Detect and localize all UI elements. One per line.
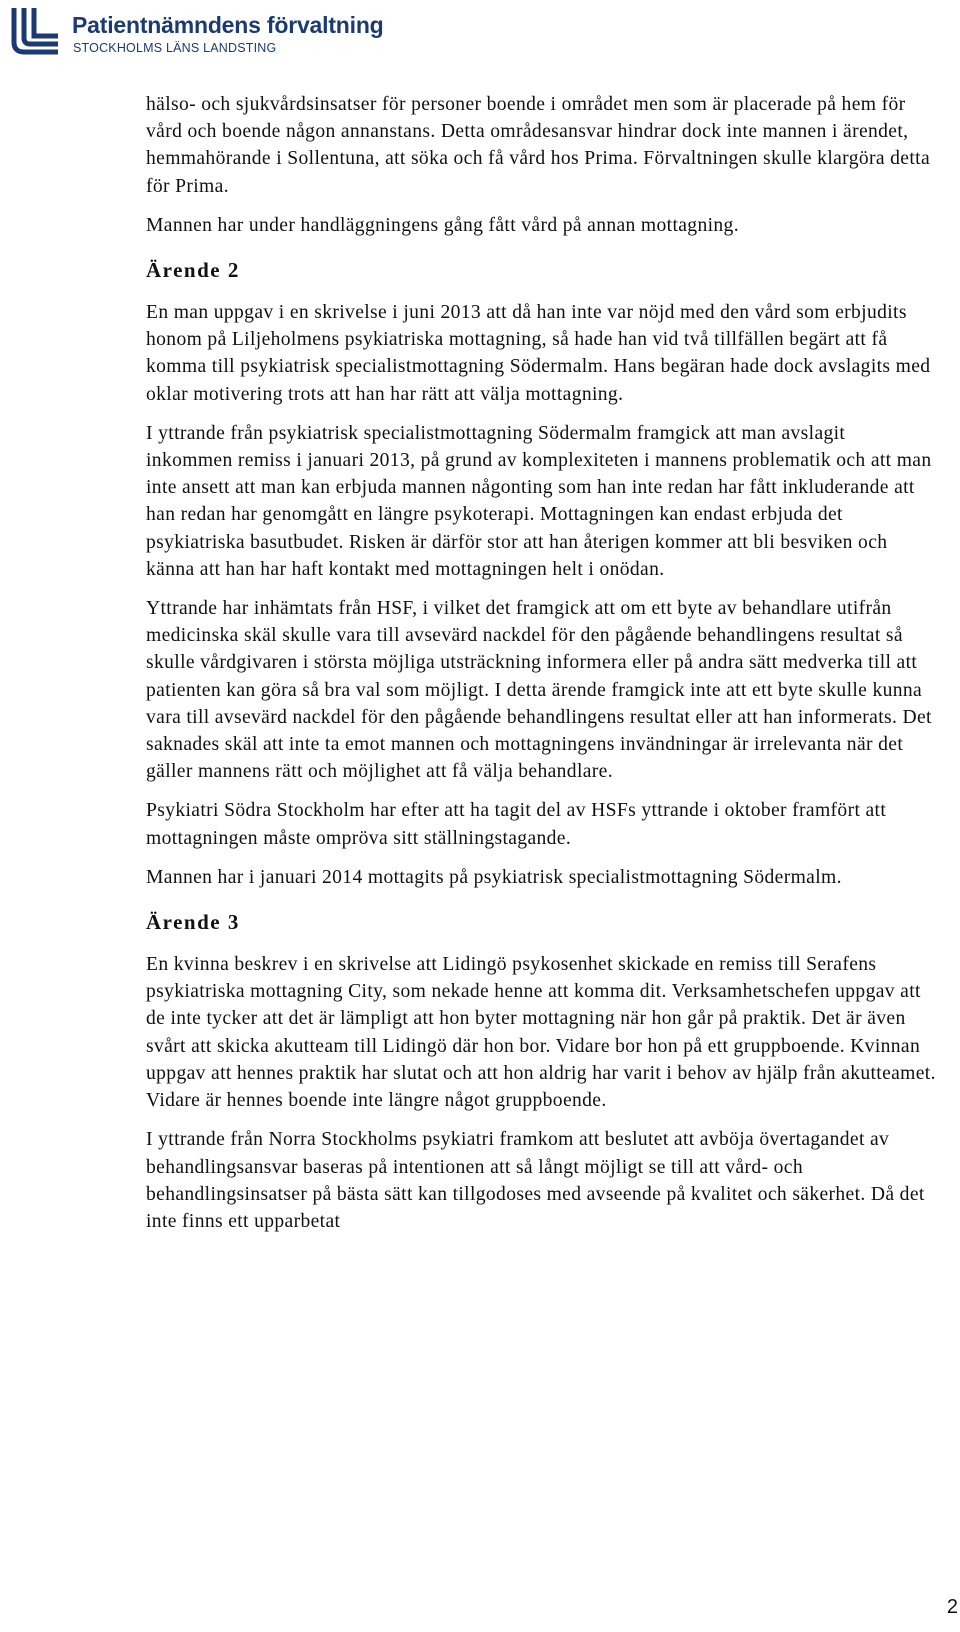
paragraph: I yttrande från Norra Stockholms psykiatri framkom att beslutet att avböja övertagandet av behandlingsansvar baseras på intentionen att så långt möjligt se till att vård- och behandlingsinsatser på bästa sätt kan tillgodoses med avseende på kvalitet och säkerhet. Då det inte finns ett upparbetat bbox=[146, 1129, 925, 1232]
paragraph: Yttrande har inhämtats från HSF, i vilket det framgick att om ett byte av behandlare utifrån medicinska skäl skulle vara till avsevärd nackdel för den pågående behandlingens resultat så skulle vårdgivaren i största möjliga utsträckning informera eller på andra sätt medverka till att patienten kan göra så bra val som möjligt. I detta ärende framgick inte att ett byte skulle kunna vara till avsevärd nackdel för den pågående behandlingens resultat eller att han informerats. Det saknades skäl att inte ta emot mannen och mottagningens invändningar är irrelevanta när det gäller mannens rätt och möjlighet att få välja behandlare. bbox=[146, 598, 932, 783]
paragraph: hälso- och sjukvårdsinsatser för personer boende i området men som är placerade på hem för vård och boende någon annanstans. Detta områdesansvar hindrar dock inte mannen i ärendet, hemmahörande i Sollentuna, att söka och få vård hos Prima. Förvaltningen skulle klargöra detta för Prima. bbox=[146, 94, 930, 197]
paragraph: Mannen har i januari 2014 mottagits på psykiatrisk specialistmottagning Södermalm. bbox=[146, 866, 842, 888]
page-number: 2 bbox=[946, 1596, 958, 1618]
sll-logo-icon bbox=[10, 8, 62, 58]
page-header bbox=[10, 8, 430, 58]
document-body bbox=[146, 91, 936, 1247]
org-subtitle: STOCKHOLMS LÄNS LANDSTING bbox=[73, 41, 277, 55]
section-heading-case-3: Ärende 3 bbox=[146, 910, 240, 935]
org-name: Patientnämndens förvaltning bbox=[72, 12, 384, 38]
paragraph: I yttrande från psykiatrisk specialistmottagning Södermalm framgick att man avslagit inkommen remiss i januari 2013, på grund av komplexiteten i mannens problematik och att man inte ansett att man kan erbjuda mannen någonting som han inte redan har fått inkluderande att han redan har genomgått en längre psykoterapi. Mottagningen kan endast erbjuda det psykiatriska basutbudet. Risken är därför stor att han återigen kommer att bli besviken och känna att han har haft kontakt med mottagningen helt i onödan. bbox=[146, 422, 932, 580]
paragraph: En man uppgav i en skrivelse i juni 2013 att då han inte var nöjd med den vård som erbjudits honom på Liljeholmens psykiatriska mottagning, så hade han vid två tillfällen begärt att få komma till psykiatrisk specialistmottagning Södermalm. Hans begäran hade dock avslagits med oklar motivering trots att han har rätt att välja mottagning. bbox=[146, 302, 931, 405]
paragraph: En kvinna beskrev i en skrivelse att Lidingö psykosenhet skickade en remiss till Serafens psykiatriska mottagning City, som nekade henne att komma dit. Verksamhetschefen uppgav att de inte tycker att det är lämpligt att hon byter mottagning när hon går på praktik. Det är även svårt att skicka akutteam till Lidingö där hon bor. Vidare bor hon på ett gruppboende. Kvinnan uppgav att hennes praktik har slutat och att hon aldrig har varit i behov av hjälp från akutteamet. Vidare är hennes boende inte längre något gruppboende. bbox=[146, 954, 936, 1112]
section-heading-case-2: Ärende 2 bbox=[146, 258, 240, 283]
paragraph: Psykiatri Södra Stockholm har efter att ha tagit del av HSFs yttrande i oktober framfört att mottagningen måste ompröva sitt ställningstagande. bbox=[146, 800, 887, 849]
paragraph: Mannen har under handläggningens gång fått vård på annan mottagning. bbox=[146, 214, 739, 236]
